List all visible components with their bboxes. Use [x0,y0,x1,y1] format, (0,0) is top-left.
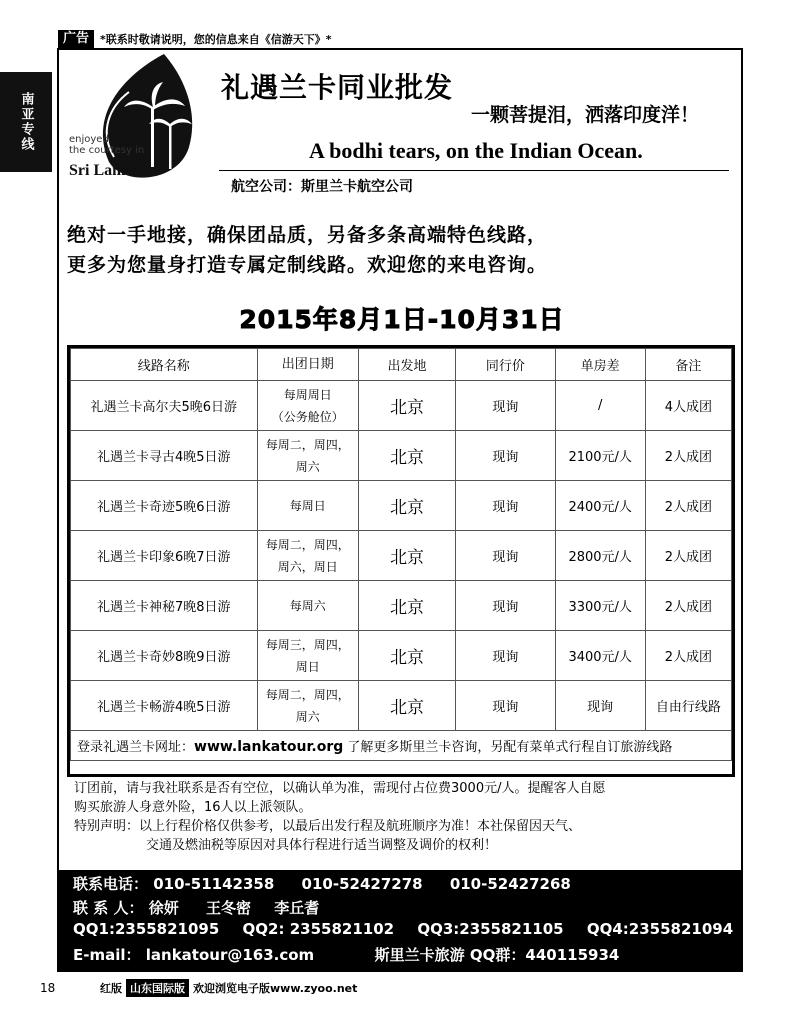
departure-date-cell: 每周六 [257,581,358,631]
note-cell: 2人成团 [645,431,731,481]
departure-city-cell: 北京 [358,481,455,531]
phone-1[interactable]: 010-51142358 [153,875,275,893]
departure-date-cell: 每周周日 （公务舱位） [257,381,358,431]
price-cell: 现询 [456,531,555,581]
table-row [71,481,732,531]
page-title: 礼遇兰卡同业批发 [221,71,454,104]
page-number: 18 [40,981,56,995]
website-note: 登录礼遇兰卡网址：www.lankatour.org 了解更多斯里兰卡咨询，另配有菜单式行程自订旅游线路 [71,731,732,761]
header-note: 备注 [645,349,731,381]
ad-frame [57,48,743,972]
single-supplement-cell: 3400元/人 [555,631,645,681]
note-cell: 2人成团 [645,481,731,531]
single-supplement-cell: 现询 [555,681,645,731]
table-row [71,381,732,431]
routes-table [70,348,732,761]
note-cell: 自由行线路 [645,681,731,731]
side-tab-label: 南亚专线 [18,92,34,152]
header-date: 出团日期 [257,349,358,381]
header-single: 单房差 [555,349,645,381]
single-supplement-cell: 3300元/人 [555,581,645,631]
airline-info: 航空公司：斯里兰卡航空公司 [231,179,413,195]
contact-block [59,870,741,972]
ad-note: *联系时敬请说明，您的信息来自《信游天下》* [100,33,332,46]
header-from: 出发地 [358,349,455,381]
route-name-cell: 礼遇兰卡奇妙8晚9日游 [71,631,258,681]
departure-city-cell: 北京 [358,581,455,631]
single-supplement-cell: 2800元/人 [555,531,645,581]
price-cell: 现询 [456,431,555,481]
header-route: 线路名称 [71,349,258,381]
qq-group: 斯里兰卡旅游 QQ群：440115934 [374,945,620,964]
phone-2[interactable]: 010-52427278 [301,875,423,893]
logo-tagline: enjoyed the courtesy in [69,134,145,156]
email-link[interactable]: lankatour@163.com [145,945,315,964]
route-name-cell: 礼遇兰卡高尔夫5晚6日游 [71,381,258,431]
price-cell: 现询 [456,681,555,731]
side-tab-south-asia[interactable] [0,72,52,172]
route-name-cell: 礼遇兰卡神秘7晚8日游 [71,581,258,631]
note-cell: 4人成团 [645,381,731,431]
routes-table-frame [67,345,735,777]
route-name-cell: 礼遇兰卡畅游4晚5日游 [71,681,258,731]
slogan-cn: 一颗菩提泪，洒落印度洋！ [471,104,700,126]
departure-city-cell: 北京 [358,681,455,731]
price-cell: 现询 [456,381,555,431]
table-row [71,631,732,681]
departure-city-cell: 北京 [358,381,455,431]
contact-email: E-mail： lankatour@163.com 斯里兰卡旅游 QQ群：440115934 [73,945,620,964]
contact-phones: 联系电话： 010-51142358 010-52427278 010-52427268 [73,875,571,893]
table-header-row [71,349,732,381]
edition-prefix: 红版 [100,982,122,995]
price-cell: 现询 [456,631,555,681]
header-price: 同行价 [456,349,555,381]
table-row [71,531,732,581]
date-range: 2015年8月1日-10月31日 [239,305,565,334]
table-footer-row [71,731,732,761]
logo-brand: Sri Lanka [69,162,138,179]
note-cell: 2人成团 [645,531,731,581]
intro-text: 绝对一手地接，确保团品质，另备多条高端特色线路， 更多为您量身打造专属定制线路。欢迎您的来电咨询。 [67,224,548,276]
departure-city-cell: 北京 [358,431,455,481]
header-divider [219,170,729,171]
note-cell: 2人成团 [645,631,731,681]
slogan-en: A bodhi tears, on the Indian Ocean. [309,138,643,163]
note-cell: 2人成团 [645,581,731,631]
single-supplement-cell: / [555,381,645,431]
table-row [71,431,732,481]
contact-qq: QQ1:2355821095 QQ2: 2355821102 QQ3:2355821105 QQ4:2355821094 [73,920,734,938]
contact-persons: 联 系 人： 徐妍 王冬密 李丘耆 [73,898,320,917]
departure-date-cell: 每周二，周四， 周六，周日 [257,531,358,581]
departure-date-cell: 每周二，周四， 周六 [257,431,358,481]
edition-badge: 山东国际版 [126,979,189,997]
phone-3[interactable]: 010-52427268 [449,875,571,893]
page-footer [40,979,357,997]
route-name-cell: 礼遇兰卡印象6晚7日游 [71,531,258,581]
single-supplement-cell: 2100元/人 [555,431,645,481]
website-link[interactable]: www.lankatour.org [194,739,344,755]
departure-city-cell: 北京 [358,531,455,581]
ad-tag: 广告 [58,30,94,48]
price-cell: 现询 [456,481,555,531]
departure-city-cell: 北京 [358,631,455,681]
departure-date-cell: 每周二，周四， 周六 [257,681,358,731]
price-cell: 现询 [456,581,555,631]
single-supplement-cell: 2400元/人 [555,481,645,531]
departure-date-cell: 每周三，周四， 周日 [257,631,358,681]
departure-date-cell: 每周日 [257,481,358,531]
table-row [71,581,732,631]
booking-notes: 订团前，请与我社联系是否有空位，以确认单为准，需现付占位费3000元/人。提醒客人自愿 购买旅游人身意外险，16人以上派领队。 特别声明：以上行程价格仅供参考，以最后出发行程及航班顺序为准！本社保留因天气、 交通及燃油税等原因对具体行程进行适当调整及调价的权利！ [74,781,606,853]
table-row [71,681,732,731]
route-name-cell: 礼遇兰卡寻古4晚5日游 [71,431,258,481]
route-name-cell: 礼遇兰卡奇迹5晚6日游 [71,481,258,531]
footer-website[interactable]: 欢迎浏览电子版www.zyoo.net [193,982,358,995]
